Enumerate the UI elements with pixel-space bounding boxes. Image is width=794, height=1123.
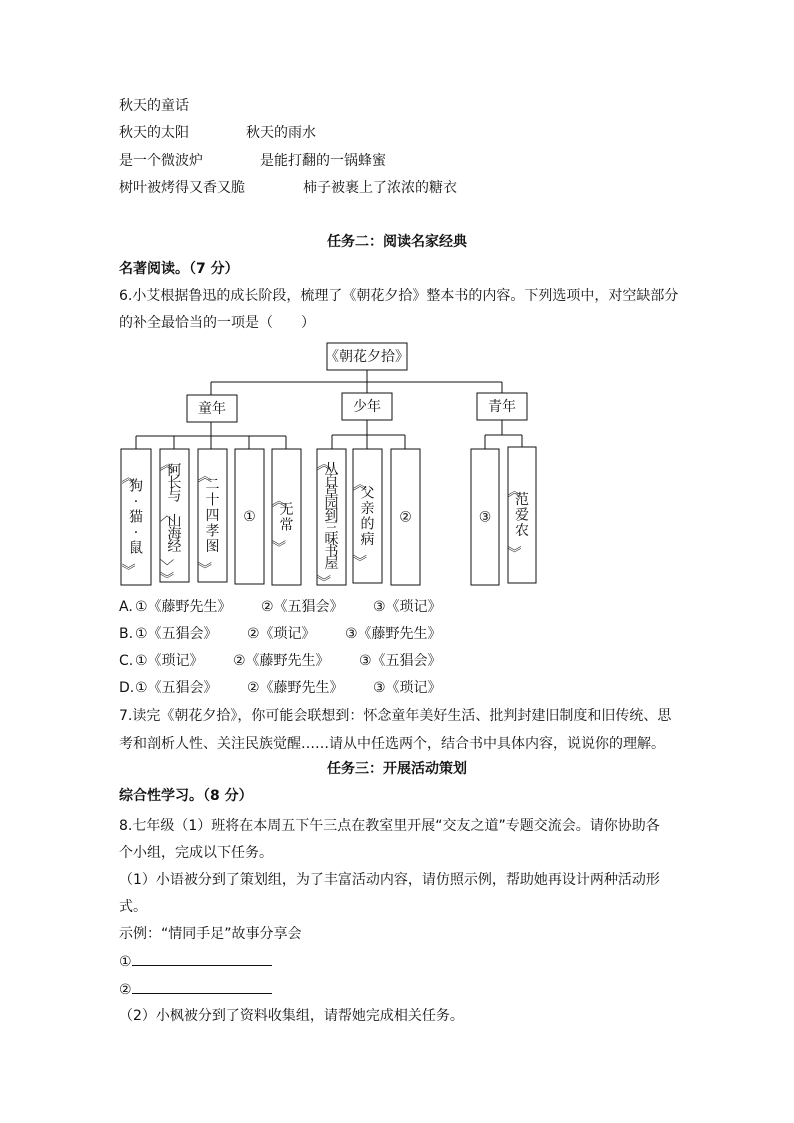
q7-line2: 考和剖析人性、关注民族觉醒……请从中任选两个，结合书中具体内容，说说你的理解。 <box>119 736 665 752</box>
leaf-label-childhood-2: 《阿长与〈山海经〉》 <box>157 457 182 586</box>
answer-blank-1[interactable] <box>132 951 272 966</box>
option-a-label: A. <box>119 599 133 615</box>
stage-label-childhood: 童年 <box>198 401 226 417</box>
option-d-1: ①《五猖会》 <box>135 680 218 696</box>
option-d-label: D. <box>119 680 135 696</box>
stage-label-youth: 少年 <box>353 399 381 415</box>
answer-line-1[interactable] <box>119 951 272 972</box>
q8-line1: 8.七年级（1）班将在本周五下午三点在教室里开展“交友之道”专题交流会。请你协助各 <box>119 818 660 834</box>
task2-heading: 任务二：阅读名家经典 <box>327 234 467 250</box>
task2-section: 名著阅读。（7 分） <box>119 261 239 277</box>
leaf-label-childhood-4: ① <box>243 509 256 526</box>
option-c[interactable] <box>119 651 442 671</box>
option-a[interactable] <box>119 597 442 617</box>
leaf-label-youth-3: ② <box>399 509 412 526</box>
option-b[interactable] <box>119 624 442 644</box>
stage-label-young-adult: 青年 <box>488 399 516 415</box>
q8-line2: 个小组，完成以下任务。 <box>119 845 273 861</box>
q6-line2: 的补全最恰当的一项是（ ） <box>119 315 315 331</box>
answer-marker-2: ② <box>119 982 132 998</box>
option-d-2: ②《藤野先生》 <box>247 680 344 696</box>
poem-row3-right: 柿子被裹上了浓浓的糖衣 <box>303 180 457 196</box>
answer-blank-2[interactable] <box>132 979 272 994</box>
option-d-3: ③《琐记》 <box>373 680 442 696</box>
q6-line1: 6.小艾根据鲁迅的成长阶段，梳理了《朝花夕拾》整本书的内容。下列选项中，对空缺部分 <box>119 288 679 304</box>
leaf-label-youth-1: 《从百草园到三味书屋》 <box>314 456 339 589</box>
poem-row3-left: 树叶被烤得又香又脆 <box>119 180 245 196</box>
sub1-line2: 式。 <box>119 899 147 915</box>
leaf-label-young-adult-2: 《范爱农》 <box>505 483 529 560</box>
q7-line1: 7.读完《朝花夕拾》，你可能会联想到：怀念童年美好生活、批判封建旧制度和旧传统、思 <box>119 708 672 724</box>
option-d[interactable] <box>119 678 442 698</box>
option-a-3: ③《琐记》 <box>373 599 442 615</box>
task3-heading: 任务三：开展活动策划 <box>327 761 467 777</box>
poem-row2-right: 是能打翻的一锅蜂蜜 <box>260 153 386 169</box>
sub2-text: （2）小枫被分到了资料收集组，请帮她完成相关任务。 <box>119 1008 464 1024</box>
sub1-line1: （1）小语被分到了策划组，为了丰富活动内容，请仿照示例，帮助她再设计两种活动形 <box>119 872 660 888</box>
root-label: 《朝花夕拾》 <box>325 349 409 365</box>
leaf-label-youth-2: 《父亲的病》 <box>350 476 375 569</box>
poem-row1-right: 秋天的雨水 <box>246 125 316 141</box>
option-c-2: ②《藤野先生》 <box>233 653 330 669</box>
answer-marker-1: ① <box>119 954 132 970</box>
option-b-label: B. <box>119 626 134 642</box>
option-c-1: ①《琐记》 <box>135 653 204 669</box>
option-c-3: ③《五猖会》 <box>359 653 442 669</box>
poem-title: 秋天的童话 <box>119 98 189 114</box>
example-text: 示例：“情同手足”故事分享会 <box>119 926 302 942</box>
leaf-label-young-adult-1: ③ <box>478 509 492 526</box>
option-b-1: ①《五猖会》 <box>135 626 218 642</box>
option-b-3: ③《藤野先生》 <box>345 626 442 642</box>
option-b-2: ②《琐记》 <box>247 626 316 642</box>
poem-row1-left: 秋天的太阳 <box>119 125 189 141</box>
option-a-2: ②《五猖会》 <box>261 599 344 615</box>
option-a-1: ①《藤野先生》 <box>135 599 232 615</box>
option-c-label: C. <box>119 653 134 669</box>
poem-row2-left: 是一个微波炉 <box>119 153 203 169</box>
task3-section: 综合性学习。（8 分） <box>119 788 253 804</box>
leaf-label-childhood-3: 《二十四孝图》 <box>195 468 220 576</box>
leaf-label-childhood-1: 《狗·猫·鼠》 <box>119 470 143 578</box>
leaf-label-childhood-5: 《无常》 <box>269 493 294 554</box>
answer-line-2[interactable] <box>119 979 272 1000</box>
